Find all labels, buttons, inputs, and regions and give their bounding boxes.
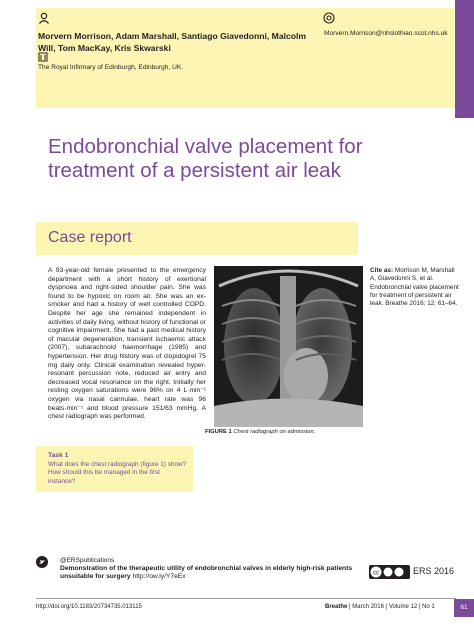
- author-list: Morvern Morrison, Adam Marshall, Santiago Giavedonni, Malcolm Will, Tom MacKay, Kris Skwarski: [38, 31, 307, 53]
- cite-as-label: Cite as:: [370, 267, 394, 274]
- footer-divider: [36, 598, 456, 599]
- twitter-icon: [36, 556, 48, 568]
- figure-label: FIGURE 1: [205, 429, 232, 435]
- case-body-text: A 93-year-old female presented to the emergency department with a short history of exertional dyspnoea and right-sided shoulder pain. She was found to be hypoxic on room air. She was an ex-smoker and had a history of well controlled COPD. Despite her age she remained independent in activities of daily living, without history of functional or cognitive impairment. She had a past medical history of macular degeneration, transient ischaemic attack (2007), subarachnoid haemorrhage (1985) and hypertension. Her drug history was of clopidogrel 75 mg daily only. Clinical examination revealed hyper-resonant percussion note, reduced air entry and decreased vocal resonance on the right. Initially her resting oxygen saturations were 96% on 4 L·min⁻¹ oxygen via nasal cannulae, heart rate was 96 beats·min⁻¹ and blood pressure 151/63 mmHg. A chest radiograph was performed.: [48, 267, 206, 421]
- social-handle[interactable]: @ERSpublications: [60, 557, 115, 564]
- tweet-bold: Demonstration of the therapeutic utility of endobronchial valves in elderly high-risk patients unsuitable for surgery: [60, 565, 353, 581]
- chest-radiograph-image: [214, 266, 363, 427]
- article-type: Case report: [48, 229, 132, 246]
- page-number: 61: [460, 604, 468, 611]
- license-badge: [369, 565, 410, 579]
- journal-name: Breathe: [325, 604, 348, 610]
- cite-as-block: [370, 267, 460, 308]
- person-icon: [38, 12, 50, 24]
- svg-text:cc: cc: [373, 570, 379, 577]
- journal-info: [325, 604, 435, 610]
- journal-issue: | March 2016 | Volume 12 | No 1: [349, 604, 435, 610]
- at-icon: [323, 12, 335, 24]
- affiliation: The Royal Infirmary of Edinburgh, Edinburgh, UK.: [38, 64, 184, 71]
- doi-link[interactable]: http://doi.org/10.1183/20734735.013115: [36, 604, 142, 610]
- tweet-text: [60, 565, 360, 582]
- task-title: Task 1: [48, 452, 69, 459]
- cite-as-text: Morrison M, Marshall A, Giavedonni S, et al. Endobronchial valve placement for treatment of persistent air leak. Breathe 2016; 12: 61–64.: [370, 267, 459, 308]
- accent-bar: [455, 0, 474, 118]
- task-text: What does the chest radiograph (figure 1) show? How should this be managed in the first instance?: [48, 461, 187, 485]
- header-banner: [36, 8, 456, 108]
- figure-caption: [205, 429, 365, 435]
- figure-caption-text: Chest radiograph on admission.: [233, 429, 316, 435]
- author-email[interactable]: Morvern.Morrison@nhslothian.scot.nhs.uk: [324, 30, 448, 37]
- tweet-link[interactable]: http://ow.ly/Y7eEx: [132, 573, 186, 581]
- article-title: Endobronchial valve placement for treatment of a persistent air leak: [48, 135, 363, 182]
- publisher-label: ERS 2016: [413, 566, 455, 576]
